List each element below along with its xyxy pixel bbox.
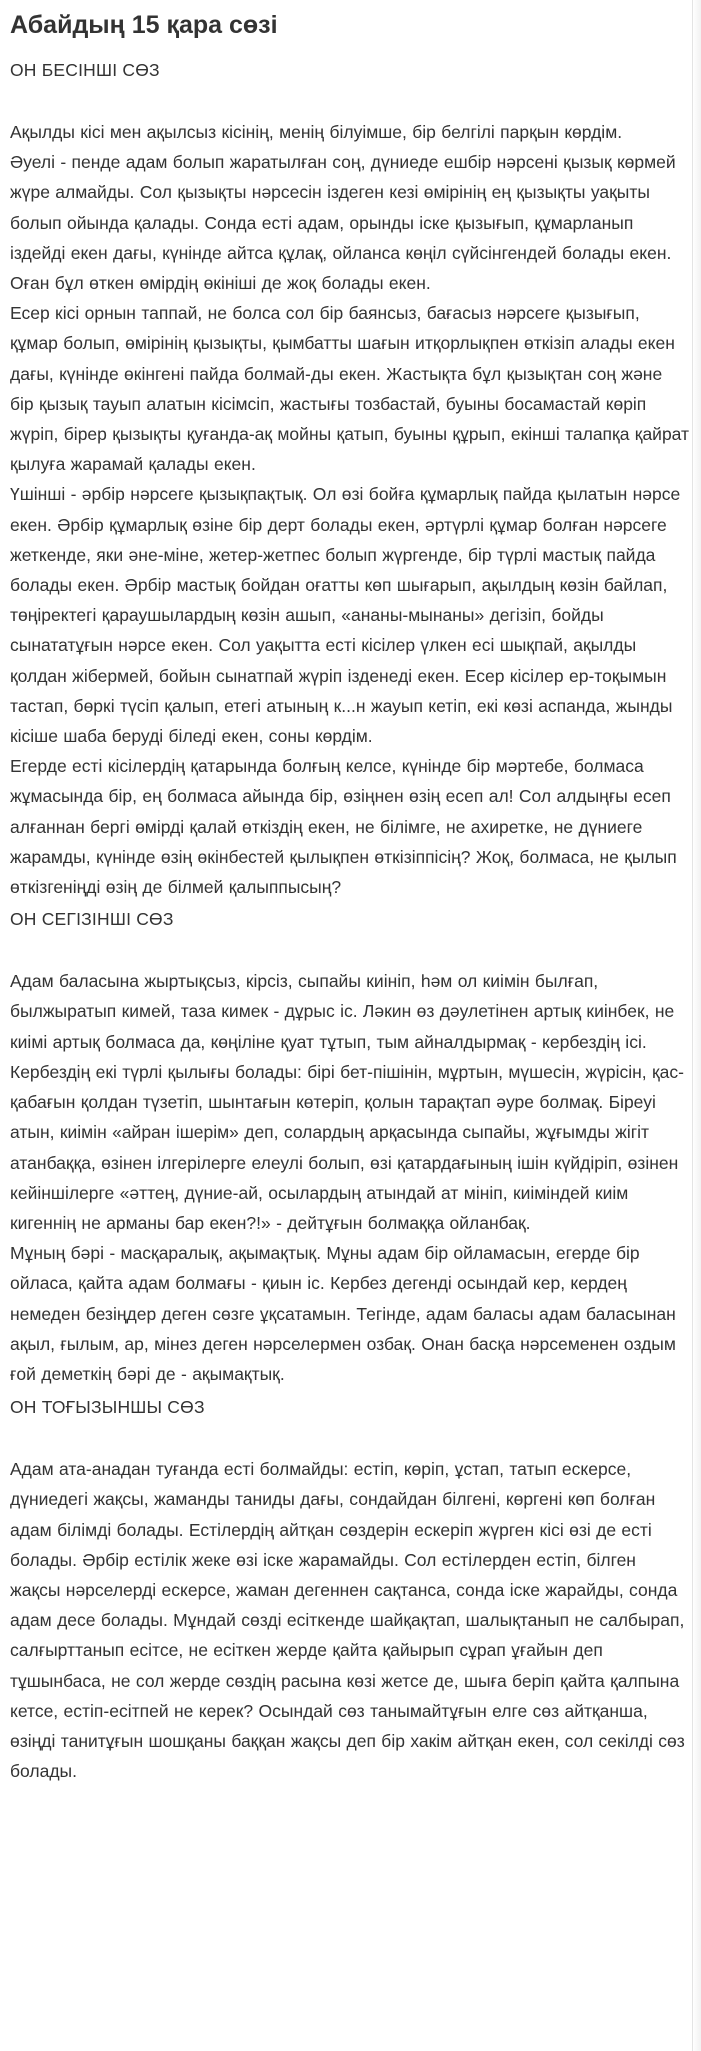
section-heading: ОН БЕСІНШІ СӨЗ bbox=[10, 60, 160, 80]
paragraph: Мұның бәрі - масқаралық, ақымақтық. Мұны адам бір ойламасын, егерде бір ойласа, қайта адам болмағы - қиын іс. Кербез дегенді осындай кер, кердең немеден безіңдер деген сөзге ұқсатамын. Тегінде, адам баласы адам баласынан ақыл, ғылым, ар, мінез деген нәрселермен озбақ. Онан басқа нәрсеменен оздым ғой деметкің бәрі де - ақымақтық. bbox=[10, 1243, 676, 1384]
section-eighteenth-word bbox=[10, 904, 690, 1389]
paragraph: Әуелі - пенде адам болып жаратылған соң, дүниеде ешбір нәрсені қызық көрмей жүре алмайды. Сол қызықты нәрсесін іздеген кезі өмірінің ең қызықты уақыты болып ойында қалады. Сонда есті адам, орынды іске қызығып, құмарланып іздейді екен дағы, күнінде айтса құлақ, ойланса көңіл сүйсінгендей болады екен. Оған бұл өткен өмірдің өкініші де жоқ болады екен. bbox=[10, 152, 676, 294]
section-nineteenth-word bbox=[10, 1392, 690, 1786]
section-fifteenth-word bbox=[10, 55, 690, 902]
section-body bbox=[10, 966, 690, 1389]
paragraph: Есер кісі орнын таппай, не болса сол бір баянсыз, бағасыз нәрсеге қызығып, құмар болып, өмірінің қызықты, қымбатты шағын итқорлықпен өткізіп алады екен дағы, күнінде өкінгені пайда болмай-ды екен. Жастықта бұл қызықтан соң және бір қызық тауып алатын кісімсіп, жастығы тозбастай, буыны босамастай көріп жүріп, бірер қызықты қуғанда-ақ мойны қатып, буыны құрып, екінші талапқа қайрат қылуға жарамай қалады екен. bbox=[10, 303, 690, 475]
section-heading: ОН ТОҒЫЗЫНШЫ СӨЗ bbox=[10, 1397, 205, 1418]
page-edge-divider bbox=[692, 0, 701, 2051]
paragraph: Адам баласына жыртықсыз, кірсіз, сыпайы киініп, һәм ол киімін былғап, былжыратып кимей, таза кимек - дұрыс іс. Ләкин өз дәулетінен артық киінбек, не киімі артық болмаса да, көңіліне қуат тұтып, тым айналдырмақ - кербездің ісі. bbox=[10, 971, 675, 1052]
paragraph: Егерде есті кісілердің қатарында болғың келсе, күнінде бір мәртебе, болмаса жұмасында бір, ең болмаса айында бір, өзіңнен өзің есеп ал! Сол алдыңғы есеп алғаннан бергі өмірді қалай өткіздің екен, не білімге, не ахиретке, не дүниеге жарамды, күнінде өзің өкінбестей қылықпен өткізіппісің? Жоқ, болмаса, не қылып өткізгеніңді өзің де білмей қалыппысың? bbox=[10, 756, 677, 898]
section-body bbox=[10, 1454, 690, 1786]
paragraph: Адам ата-анадан туғанда есті болмайды: естіп, көріп, ұстап, татып ескерсе, дүниедегі жақсы, жаманды таниды дағы, сондайдан білгені, көргені көп болған адам білімді болады. Естілердің айтқан сөздерін ескеріп жүрген кісі өзі де есті болады. Әрбір естілік жеке өзі іске жарамайды. Сол естілерден естіп, білген жақсы нәрселерді ескерсе, жаман дегеннен сақтанса, сонда іске жарайды, сонда адам десе болады. Мұндай сөзді есіткенде шайқақтап, шалықтанып не салбырап, салғырттанып есітсе, не есіткен жерде қайта қайырып сұрап ұғайын деп тұшынбаса, не сол жерде сөздің расына көзі жетсе де, шыға беріп қайта қалпына кетсе, естіп-есітпей не керек? Осындай сөз танымайтұғын елге сөз айтқанша, өзіңді танитұғын шошқаны баққан жақсы деп бір хакім айтқан екен, сол секілді сөз болады. bbox=[10, 1459, 685, 1782]
section-heading: ОН СЕГІЗІНШІ СӨЗ bbox=[10, 909, 174, 930]
paragraph: Үшінші - әрбір нәрсеге қызықпақтық. Ол өзі бойға құмарлық пайда қылатын нәрсе екен. Әрбір құмарлық өзіне бір дерт болады екен, әртүрлі құмар болған нәрсеге жеткенде, яки әне-міне, жетер-жетпес болып жүргенде, бір түрлі мастық пайда болады екен. Әрбір мастық бойдан оғатты көп шығарып, ақылдың көзін байлап, төңіректегі қараушылардың көзін ашып, «ананы-мынаны» дегізіп, бойды сынататұғын нәрсе екен. Сол уақытта есті кісілер үлкен есі шықпай, ақылды қолдан жібермей, бойын сынатпай жүріп ізденеді екен. Есер кісілер ер-тоқымын тастап, бөркі түсіп қалып, етегі атының к...н жауып кетіп, екі көзі аспанда, жынды кісіше шаба беруді біледі екен, соны көрдім. bbox=[10, 484, 681, 747]
paragraph: Кербездің екі түрлі қылығы болады: бірі бет-пішінін, мұртын, мүшесін, жүрісін, қас-қабағын қолдан түзетіп, шынтағын көтеріп, қолын тарақтап әуре болмақ. Біреуі атын, киімін «айран ішерім» деп, солардың арқасында сыпайы, жұғымды жігіт атанбаққа, өзінен ілгерілерге елеулі болып, өзі қатардағының ішін күйдіріп, өзінен кейіншілерге «әттең, дүние-ай, осылардың атындай ат мініп, киіміндей киім кигеннің не арманы бар екен?!» - дейтұғын болмаққа ойланбақ. bbox=[10, 1061, 684, 1233]
page-title: Абайдың 15 қара сөзі bbox=[10, 11, 278, 39]
section-body bbox=[10, 117, 690, 902]
paragraph: Ақылды кісі мен ақылсыз кісінің, менің білуімше, бір белгілі парқын көрдім. bbox=[10, 122, 623, 142]
